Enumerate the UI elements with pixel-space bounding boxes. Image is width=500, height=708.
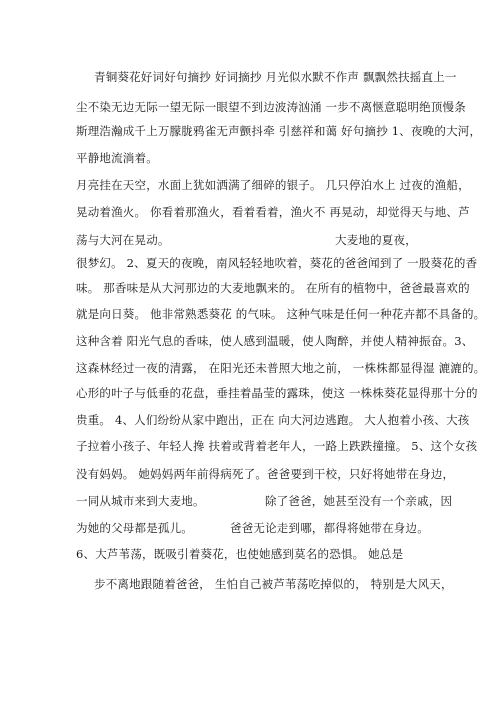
text-line: 就是向日葵。 他非常熟悉葵花 的气味。 这种气味是任何一种花卉都不具备的。 bbox=[76, 307, 486, 321]
text-line: 为她的父母都是孤儿。 bbox=[76, 521, 193, 535]
text-line: 6、大芦苇荡，既吸引着葵花，也使她感到莫名的恐惧。 她总是 bbox=[76, 547, 404, 561]
text-line: 除了爸爸，她甚至没有一个亲戚，因 bbox=[265, 494, 453, 508]
text-line: 尘不染无边无际一望无际一眼望不到边波涛汹涌 一步不离惬意聪明绝顶慢条 bbox=[76, 100, 466, 114]
text-line: 步不离地跟随着爸爸， 生怕自己被芦苇荡吃掉似的， 特别是大风天， bbox=[94, 577, 453, 591]
text-line: 斯理浩瀚成千上万朦胧鸦雀无声颤抖牵 引慈祥和蔼 好句摘抄 1、夜晚的大河， bbox=[76, 124, 482, 138]
text-line: 平静地流淌着。 bbox=[76, 151, 158, 165]
text-line: 没有妈妈。 她妈妈两年前得病死了。爸爸要到干校，只好将她带在身边， bbox=[76, 467, 455, 481]
text-line: 子拉着小孩子、年轻人搀 扶着或背着老年人，一路上跌跌撞撞。 5、这个女孩 bbox=[76, 439, 478, 453]
text-line: 味。 那香味是从大河那边的大麦地飘来的。 在所有的植物中，爸爸最喜欢的 bbox=[76, 281, 470, 295]
text-line: 荡与大河在晃动。 bbox=[76, 233, 170, 247]
text-line: 心形的叶子与低垂的花盘，垂挂着晶莹的露珠，使这 一株株葵花显得那十分的 bbox=[76, 386, 478, 400]
text-line: 月亮挂在天空，水面上犹如洒满了细碎的银子。 几只停泊水上 过夜的渔船， bbox=[76, 178, 470, 192]
text-line: 这种含着 阳光气息的香味，使人感到温暖，使人陶醉，并使人精神振奋。3、 bbox=[76, 334, 474, 348]
text-line: 大麦地的夏夜， bbox=[335, 233, 417, 247]
text-line: 一同从城市来到大麦地。 bbox=[76, 494, 205, 508]
text-line: 这森林经过一夜的清露， 在阳光还未普照大地之前， 一株株都显得湿 漉漉的。 bbox=[76, 361, 486, 375]
text-line: 很梦幻。 2、夏天的夜晚，南风轻轻地吹着，葵花的爸爸闻到了 一股葵花的香 bbox=[76, 256, 478, 270]
text-line: 青铜葵花好词好句摘抄 好词摘抄 月光似水默不作声 飘飘然扶摇直上一 bbox=[94, 70, 457, 84]
text-line: 贵重。 4、人们纷纷从家中跑出，正在 向大河边逃跑。 大人抱着小孩、大孩 bbox=[76, 413, 470, 427]
text-line: 爸爸无论走到哪，都得将她带在身边。 bbox=[230, 521, 429, 535]
text-line: 晃动着渔火。 你看着那渔火，看着看着，渔火不 再晃动，却觉得天与地、芦 bbox=[76, 205, 470, 219]
